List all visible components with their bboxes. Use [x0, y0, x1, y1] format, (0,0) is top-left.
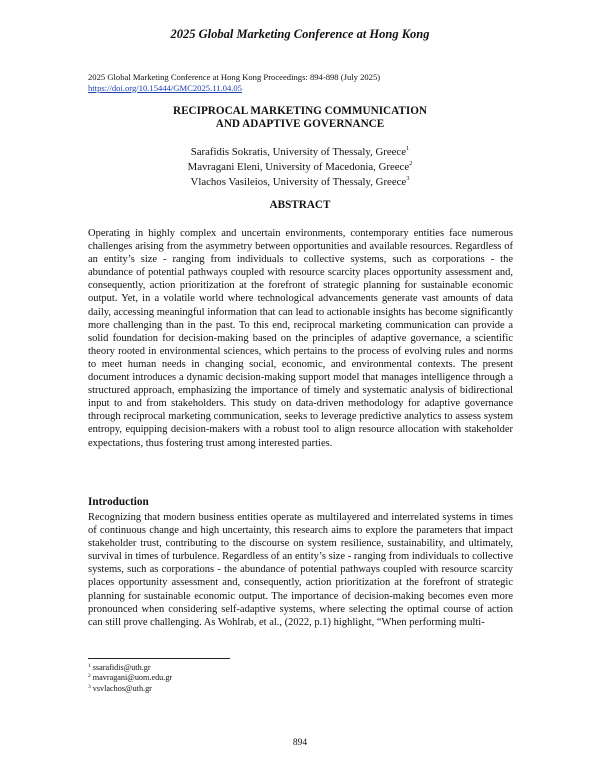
footnote-1: [88, 663, 172, 673]
footnote-divider: [88, 658, 230, 659]
footnotes: [88, 663, 172, 694]
introduction-heading: Introduction: [88, 496, 149, 508]
author-3: [0, 175, 600, 190]
paper-title-line-1: RECIPROCAL MARKETING COMMUNICATION: [172, 105, 427, 117]
author-2: [0, 160, 600, 175]
author-2-name: Mavragani Eleni, University of Macedonia, Greece: [187, 161, 410, 173]
author-3-footnote-mark: 3: [406, 175, 410, 182]
abstract-body: Operating in highly complex and uncertain environments, contemporary entities face numerous challenges arising from the asymmetry between opportunities and available resources. Regardless of an entity’s size - ranging from individuals to collective systems, such as corporations - the abundance of potential pathways coupled with resource scarcity places opportunity assessment and, consequently, action prioritization at the forefront of strategic planning for sustainable economic output. Yet, in a volatile world where technological advancements generate vast amounts of data daily, accessing meaningful information that can lead to actionable insights has become significantly more challenging than in the past. To this end, reciprocal marketing communication can provide a solid foundation for decision-making based on the principles of adaptive governance, a scientific theory rooted in environmental sciences, which pertains to the process of evolving rules and norms to meet human needs in changing social, economic, and environmental contexts. The present document introduces a dynamic decision-making support model that manages intelligence through a structured approach, emphasizing the importance of timely and systematic analysis of bidirectional input to and from stakeholders. This study on data-driven methodology for adaptive governance through reciprocal marketing communication, seeks to leverage predictive analytics to assess system entropy, equipping decision-makers with a robust tool to align resource allocation with stakeholder expectations, thus fostering trust among interested parties.: [88, 228, 513, 449]
paper-title: [0, 105, 600, 131]
abstract-heading: ABSTRACT: [269, 199, 331, 211]
introduction-body: Recognizing that modern business entities operate as multilayered and interrelated systems in times of continuous change and high uncertainty, this research aims to explore the parameters that impact stakeholder trust, contributing to the discourse on system resilience, sustainability, and ultimately, survival in times of turbulence. Regardless of an entity’s size - ranging from individuals to collective systems, such as corporations - the abundance of potential pathways coupled with resource scarcity places opportunity assessment and, consequently, action prioritization at the forefront of strategic planning for sustainable economic output. The importance of decision-making becomes even more pronounced when considering self-adaptive systems, where selecting the optimal course of action can still prove challenging. As Wohlrab, et al., (2022, p.1) highlight, “When performing multi-: [88, 512, 513, 628]
author-1: [0, 145, 600, 160]
footnote-1-mark: 1: [88, 663, 91, 669]
footnote-2-email: mavragani@uom.edu.gr: [92, 673, 173, 683]
footnote-3-mark: 3: [88, 683, 91, 690]
footnote-2-mark: 2: [88, 673, 91, 680]
footnote-3-email: vsvlachos@uth.gr: [92, 683, 152, 693]
author-1-footnote-mark: 1: [406, 145, 410, 152]
footnote-3: [88, 684, 172, 694]
author-list: [0, 145, 600, 190]
doi-link[interactable]: https://doi.org/10.15444/GMC2025.11.04.05: [88, 82, 242, 93]
proceedings-info: [88, 72, 380, 93]
footnote-2: [88, 673, 172, 683]
page-number: 894: [292, 738, 308, 748]
running-header: 2025 Global Marketing Conference at Hong Kong: [170, 27, 430, 41]
author-2-footnote-mark: 2: [409, 160, 413, 167]
paper-title-line-2: AND ADAPTIVE GOVERNANCE: [215, 118, 385, 130]
footnote-1-email: ssarafidis@uth.gr: [92, 663, 151, 672]
author-3-name: Vlachos Vasileios, University of Thessaly, Greece: [190, 176, 407, 188]
author-1-name: Sarafidis Sokratis, University of Thessaly, Greece: [190, 146, 407, 158]
proceedings-citation: 2025 Global Marketing Conference at Hong Kong Proceedings: 894-898 (July 2025): [88, 72, 381, 82]
